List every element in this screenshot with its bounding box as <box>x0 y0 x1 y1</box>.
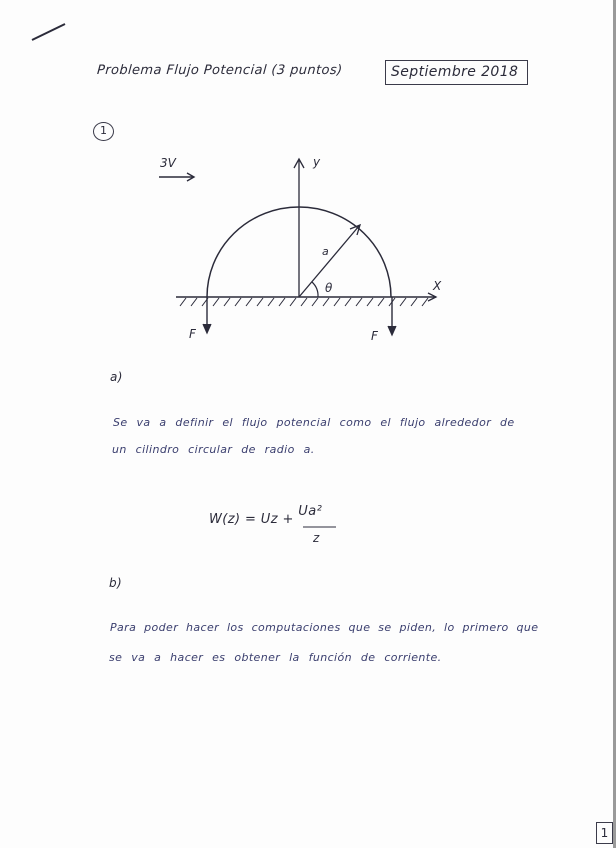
section-b-text-line2: se va a hacer es obtener la función de corriente. <box>109 651 442 664</box>
corner-pen-stroke <box>32 24 65 40</box>
force-left-label: F <box>189 327 196 341</box>
angle-label: θ <box>325 281 333 295</box>
force-right-label: F <box>371 329 378 343</box>
section-a-text-line2: un cilindro circular de radio a. <box>112 443 315 456</box>
section-b-text-line1: Para poder hacer los computaciones que se piden, lo primero que <box>110 621 539 634</box>
formula-numerator: Ua² <box>298 504 323 519</box>
force-left-arrow <box>203 324 211 333</box>
page-title: Problema Flujo Potencial (3 puntos) <box>96 63 344 78</box>
section-a-text-line1: Se va a definir el flujo potencial como el flujo alrededor de <box>113 416 515 429</box>
formula-lhs: W(z) = Uz + <box>209 512 299 527</box>
flow-label: 3V <box>160 156 176 170</box>
x-axis-label: X <box>433 279 442 293</box>
y-axis-label: y <box>313 155 321 169</box>
page-number: 1 <box>596 822 613 844</box>
radius-label: a <box>322 245 329 258</box>
ground-hatching <box>180 298 428 306</box>
complex-potential-formula <box>209 504 323 527</box>
section-a-label: a) <box>110 370 123 384</box>
section-b-label: b) <box>109 576 123 590</box>
formula-denominator: z <box>313 531 320 545</box>
angle-arc <box>312 282 318 297</box>
problem-number: 1 <box>93 122 114 141</box>
force-right-arrow <box>388 326 396 335</box>
date-text: Septiembre 2018 <box>391 64 519 80</box>
